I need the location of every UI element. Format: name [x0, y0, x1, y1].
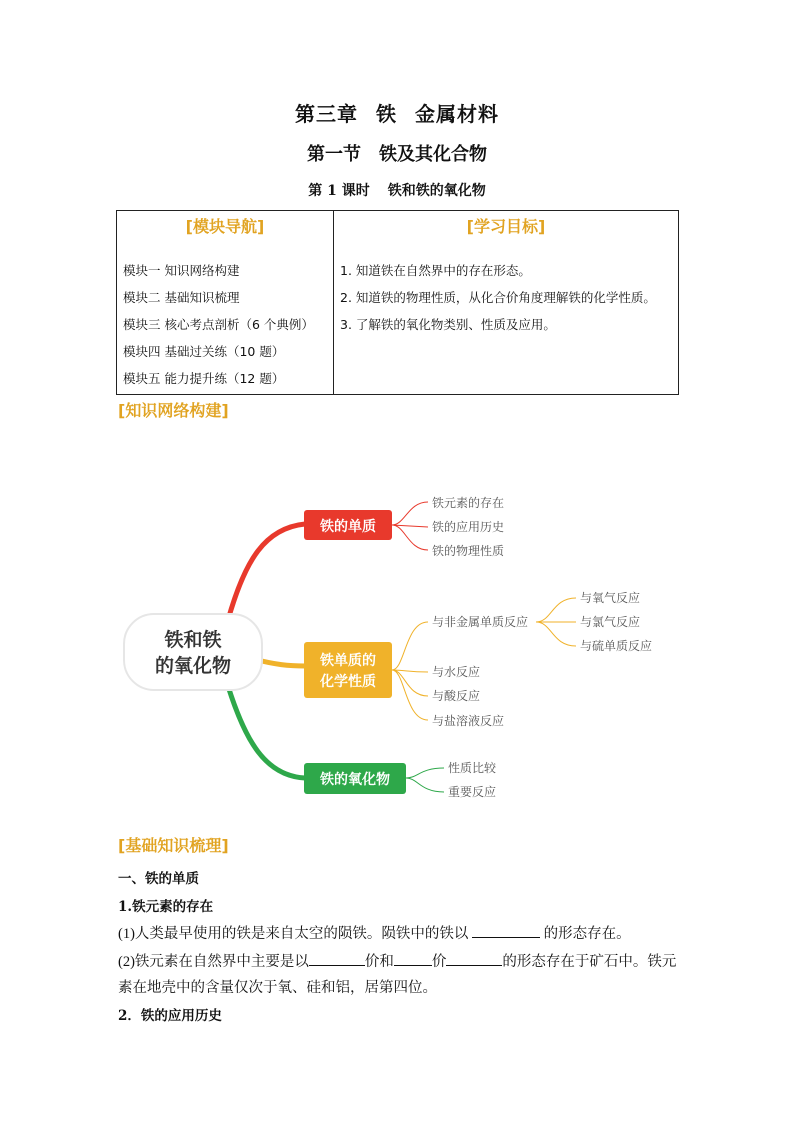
section-topic: 铁及其化合物 — [379, 144, 487, 165]
text-span: (2)铁元素在自然界中主要是以 — [118, 954, 309, 970]
goal-item: 1. 知道铁在自然界中的存在形态。 — [340, 263, 531, 278]
fill-blank[interactable] — [394, 951, 432, 966]
paragraph-line1 — [118, 922, 688, 943]
branch1-leaf-connectors — [392, 502, 428, 550]
module-list — [123, 257, 333, 392]
lesson-topic: 铁和铁的氧化物 — [387, 183, 486, 199]
connector-branch1 — [228, 524, 305, 620]
goal-list — [340, 257, 678, 338]
leaf-label: 性质比较 — [448, 761, 497, 775]
leaf-label: 与盐溶液反应 — [432, 714, 505, 728]
fill-blank[interactable] — [446, 951, 502, 966]
center-label-line1: 铁和铁 — [164, 629, 222, 651]
knowledge-network-title: [知识网络构建] — [118, 401, 229, 420]
subleaf-label: 与氯气反应 — [580, 615, 641, 629]
module-nav-cell — [117, 211, 334, 395]
leaf-label: 与水反应 — [432, 665, 481, 679]
text-span: 价和 — [364, 954, 394, 970]
module-nav-header: [模块导航] — [185, 217, 265, 236]
text-span: 的形态存在于矿石中。铁元 — [502, 954, 677, 970]
subleaf-label: 与氧气反应 — [580, 591, 641, 605]
paragraph-line2 — [118, 950, 688, 971]
lesson-number: 第 1 课时 — [308, 183, 370, 199]
branch2-leaf-connectors — [392, 622, 428, 720]
center-node — [124, 614, 262, 690]
sub2-heading: 2．铁的应用历史 — [118, 1008, 222, 1024]
text-span: 价 — [431, 954, 447, 970]
basic-knowledge-title: [基础知识梳理] — [118, 836, 229, 855]
chapter-number: 第三章 — [295, 102, 358, 126]
leaf-label: 与非金属单质反应 — [432, 615, 529, 629]
fill-blank[interactable] — [472, 923, 540, 938]
chapter-topic-b: 金属材料 — [415, 102, 499, 126]
branch3-leaf-connectors — [406, 768, 444, 792]
module-item: 模块三 核心考点剖析（6 个典例） — [123, 317, 314, 332]
module-item: 模块五 能力提升练（12 题） — [123, 371, 285, 386]
lesson-title — [0, 180, 794, 200]
branch3-label: 铁的氧化物 — [320, 772, 390, 788]
module-item: 模块二 基础知识梳理 — [123, 290, 240, 305]
leaf-label: 铁的应用历史 — [432, 520, 505, 534]
part1-heading: 一、铁的单质 — [118, 871, 199, 887]
chapter-title — [0, 98, 794, 127]
learning-goal-cell — [334, 211, 679, 395]
branch2-label-line2: 化学性质 — [320, 674, 376, 690]
connector-branch3 — [228, 686, 305, 778]
subleaf-label: 与硫单质反应 — [580, 639, 653, 653]
leaf-label: 铁的物理性质 — [432, 544, 505, 558]
leaf-label: 与酸反应 — [432, 689, 481, 703]
sub1-heading: 1.铁元素的存在 — [118, 899, 214, 915]
leaf-label: 铁元素的存在 — [432, 496, 505, 510]
chapter-topic-a: 铁 — [376, 102, 397, 126]
fill-blank[interactable] — [309, 951, 365, 966]
subleaf-connectors — [536, 598, 576, 646]
section-title — [0, 140, 794, 166]
text-span: 的形态存在。 — [540, 926, 631, 942]
module-goal-table — [116, 210, 679, 395]
paragraph-line3: 素在地壳中的含量仅次于氧、硅和铝，居第四位。 — [118, 980, 437, 996]
mindmap — [0, 480, 794, 820]
learning-goal-header: [学习目标] — [466, 217, 546, 236]
goal-item: 3. 了解铁的氧化物类别、性质及应用。 — [340, 317, 556, 332]
branch1-label: 铁的单质 — [320, 519, 376, 535]
module-item: 模块四 基础过关练（10 题） — [123, 344, 285, 359]
text-span: (1)人类最早使用的铁是来自太空的陨铁。陨铁中的铁以 — [118, 926, 473, 942]
center-label-line2: 的氧化物 — [154, 655, 232, 677]
leaf-label: 重要反应 — [448, 785, 497, 799]
section-number: 第一节 — [307, 144, 361, 165]
goal-item: 2. 知道铁的物理性质，从化合价角度理解铁的化学性质。 — [340, 290, 656, 305]
module-item: 模块一 知识网络构建 — [123, 263, 240, 278]
branch2-label-line1: 铁单质的 — [320, 653, 376, 669]
